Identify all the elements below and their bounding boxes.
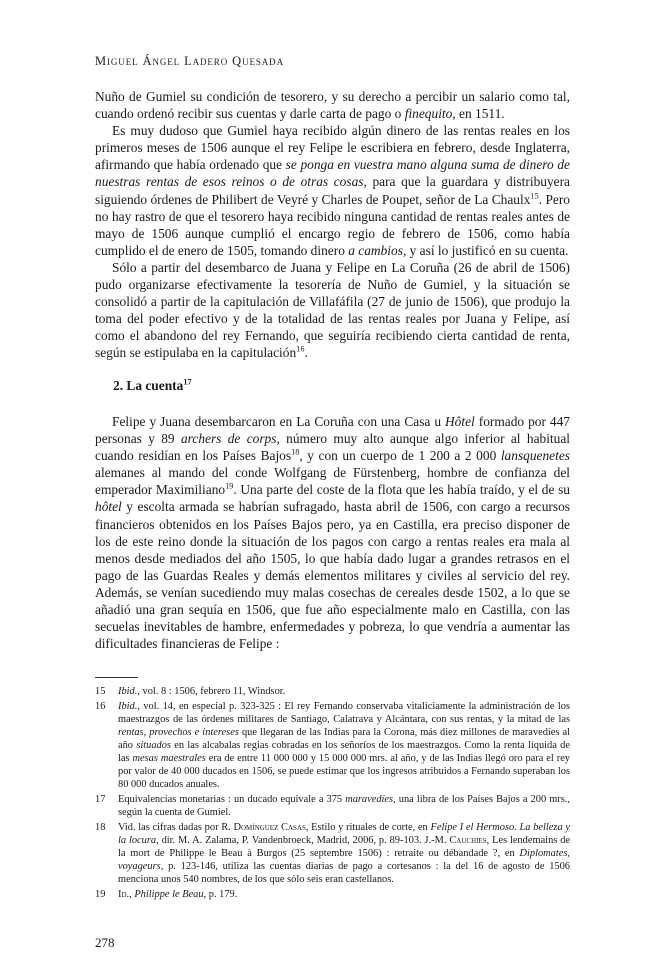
footnote-ref[interactable]: 17 — [183, 377, 192, 387]
footnote: 17 Equivalencias monetarias : un ducado equivale a 375 maravedíes, una libra de los Países Bajos a 200 mrs., según la cuenta de Gumiel. — [95, 793, 571, 819]
page-number: 278 — [95, 935, 115, 950]
body-text-top — [95, 88, 570, 362]
footnote: 15 Ibid., vol. 8 : 1506, febrero 11, Windsor. — [95, 686, 286, 697]
footnote: 18 Vid. las cifras dadas por R. Domínguez Casas, Estilo y rituales de corte, en Felipe I el Hermoso. La belleza y la locura, dir. M. A. Zalama, P. Vandenbroeck, Madrid, 2006, p. 89-103. J.-M. Cauchies, Les lendemains de la mort de Philippe le Beau à Burgos (25 septembre 1506) : retraite ou débandade ?, en Diplomates, voyageurs, p. 123-146, utiliza las cuentas diarias de pago a cortesanos : la del 16 de agosto de 1506 menciona unos 540 nombres, de los que sólo seis eran castellanos. — [95, 821, 570, 886]
paragraph: Felipe y Juana desembarcaron en La Coruña con una Casa u Hôtel formado por 447 personas y 89 archers de corps, número muy alto aunque algo inferior al habitual cuando residían en los Países Bajos$^{18}$, y con un cuerpo de 1 200 a 2 000 lansquenetes alemanes al mando del conde Wolfgang de Fürstenberg, hombre de confianza del emperador Maximiliano$^{19}$. Una parte del coste de la flota que les había traído, y el de su hôtel y escolta armada se habrían sufragado, hasta abril de 1506, con cargo a recursos financieros obtenidos en los Países Bajos pero, ya en Castilla, era preciso disponer de los de este reino donde la situación de los pagos con cargo a rentas reales era mala al menos desde mediados del año 1505, lo que había dado lugar a grandes retrasos en el pago de las Guardas Reales y demás elementos militares y civiles al servicio del rey. Además, se venían sucediendo muy malas cosechas de cereales desde 1502, a lo que se añadió una gran sequía en 1506, que fue año especialmente malo en Castilla, con las secuelas inevitables de hambre, enfermedades y pobreza, lo que vendría a aumentar las dificultades financieras de Felipe : — [95, 414, 571, 652]
body-text-bottom — [95, 413, 570, 652]
footnote-ref[interactable]: 15 — [530, 191, 539, 201]
running-head: Miguel Ángel Ladero Quesada — [95, 54, 284, 68]
footnote: 16 Ibid., vol. 14, en especial p. 323-325 : El rey Fernando conservaba vitaliciamente la administración de los maestrazgos de las órdenes militares de Santiago, Calatrava y Alcántara, con sus rentas, y la mitad de las rentas, provechos e intereses que llegaran de las Indias para la Corona, más diez millones de maravedíes al año situados en las alcabalas regias cobradas en los señoríos de los maestrazgos. Como la renta líquida de las mesas maestrales era de entre 11 000 000 y 15 000 000 mrs. al año, y de las Indias llegó oro para el rey por valor de 40 000 ducados en 1506, se puede estimar que los ingresos atribuidos a Fernando superaban los 80 000 ducados anuales. — [95, 700, 570, 791]
footnote-ref[interactable]: 19 — [225, 481, 234, 491]
paragraph: Nuño de Gumiel su condición de tesorero, y su derecho a percibir un salario como tal, cuando ordenó recibir sus cuentas y darle carta de pago o finequito, en 1511. — [95, 89, 570, 122]
section-heading: 2. La cuenta$^{17}$ — [113, 377, 192, 393]
footnote-ref[interactable]: 18 — [291, 447, 300, 457]
footnotes — [95, 685, 570, 902]
footnote-ref[interactable]: 16 — [296, 344, 305, 354]
footnote: 19 Id., Philippe le Beau, p. 179. — [95, 888, 238, 900]
paragraph: Es muy dudoso que Gumiel haya recibido algún dinero de las rentas reales en los primeros meses de 1506 aunque el rey Felipe le escribiera en febrero, desde Inglaterra, afirmando que había ordenado que se ponga en vuestra mano alguna suma de dinero de nuestras rentas de esos reinos o de otras cosas, para que la guardara y distribuyera siguiendo órdenes de Philibert de Veyré y Charles de Poupet, señor de La Chaulx$^{15}$. Pero no hay rastro de que el tesorero haya recibido ninguna cantidad de rentas reales antes de mayo de 1506 aunque cumplió el encargo regio de febrero de 1506, como había cumplido el de enero de 1505, tomando dinero a cambios, y así lo justificó en su cuenta. — [95, 123, 570, 258]
paragraph: Sólo a partir del desembarco de Juana y Felipe en La Coruña (26 de abril de 1506) pudo organizarse efectivamente la tesorería de Nuño de Gumiel, y la situación se consolidó a partir de la capitulación de Villafáfila (27 de junio de 1506), que produjo la toma del poder efectivo y de la totalidad de las rentas reales por Juana y Felipe, así como el abandono del rey Fernando, que seguiría recibiendo cierta cantidad de renta, según se estipulaba en la capitulación$^{16}$. — [95, 259, 570, 361]
footnote-rule — [95, 677, 138, 678]
